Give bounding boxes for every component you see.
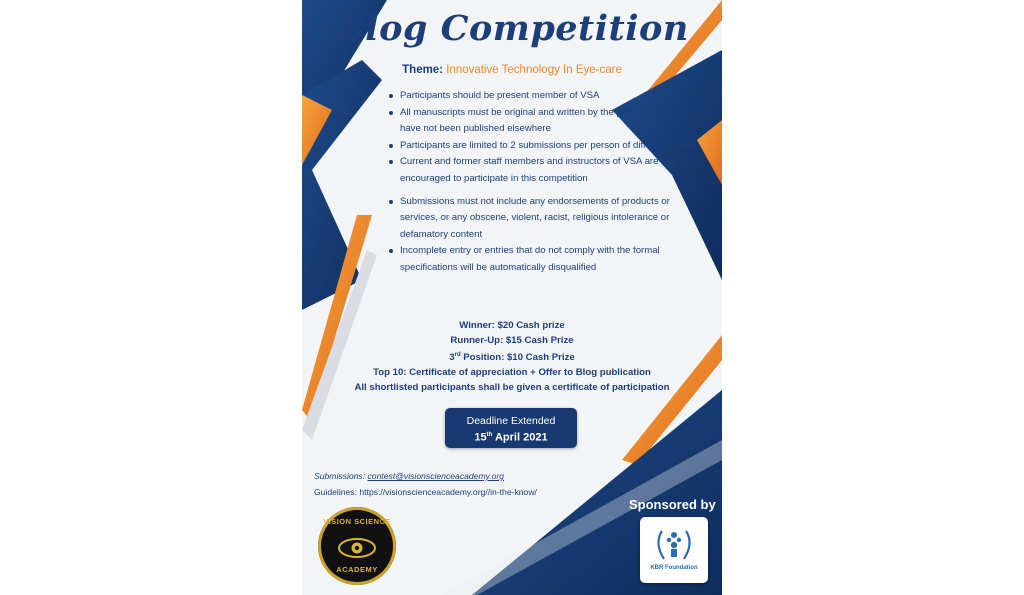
guidelines-label: Guidelines: [314, 487, 357, 497]
rule-item: Submissions must not include any endorsements of products or services, or any obscene, violent, racist, religious intolerance or defamatory content [388, 194, 698, 244]
laurel-icon [640, 517, 708, 567]
contact-links [314, 468, 537, 500]
deadline-label: Deadline Extended [466, 415, 556, 427]
sponsor-name: KBR Foundation [650, 565, 698, 571]
rule-item: All manuscripts must be original and written by the participant which have not been published elsewhere [388, 105, 698, 138]
academy-seal-logo [318, 507, 396, 585]
prize-third: 3rd Position: $10 Cash Prize [449, 352, 575, 364]
poster [302, 0, 722, 595]
prize-winner: Winner: $20 Cash prize [459, 320, 565, 331]
page-title: Blog Competition [335, 8, 689, 49]
rule-item: Participants should be present member of VSA [388, 88, 698, 105]
prize-shortlisted: All shortlisted participants shall be given a certificate of participation [354, 382, 670, 394]
rule-item: Participants are limited to 2 submissions per person of different topics [388, 138, 698, 155]
deadline-date: 15th April 2021 [474, 431, 548, 444]
sponsor-label: Sponsored by [629, 497, 716, 512]
rule-item: Incomplete entry or entries that do not comply with the formal specifications will be automatically disqualified [388, 243, 698, 276]
theme-label: Theme: [402, 64, 444, 76]
submissions-email-link[interactable]: contest@visionscienceacademy.org [367, 471, 505, 481]
submissions-label: Submissions: [314, 471, 366, 481]
theme-value: Innovative Technology In Eye-care [446, 64, 622, 76]
prize-runner-up: Runner-Up: $15 Cash Prize [450, 335, 574, 346]
deadline-badge [445, 408, 577, 448]
seal-bottom-text: ACADEMY [336, 565, 378, 574]
submissions-line [314, 468, 537, 484]
seal-top-text: VISION SCIENCE [323, 517, 391, 526]
prize-top10: Top 10: Certificate of appreciation + Offer to Blog publication [373, 367, 651, 379]
guidelines-line [314, 484, 537, 500]
guidelines-url-link[interactable]: https://visionscienceacademy.org//in-the-know/ [359, 487, 537, 497]
rule-item: Current and former staff members and instructors of VSA are not encouraged to participate in this competition [388, 154, 698, 187]
sponsor-logo [640, 517, 708, 583]
theme-line [302, 64, 722, 76]
rules-list [388, 88, 698, 277]
prizes-block [302, 318, 722, 395]
